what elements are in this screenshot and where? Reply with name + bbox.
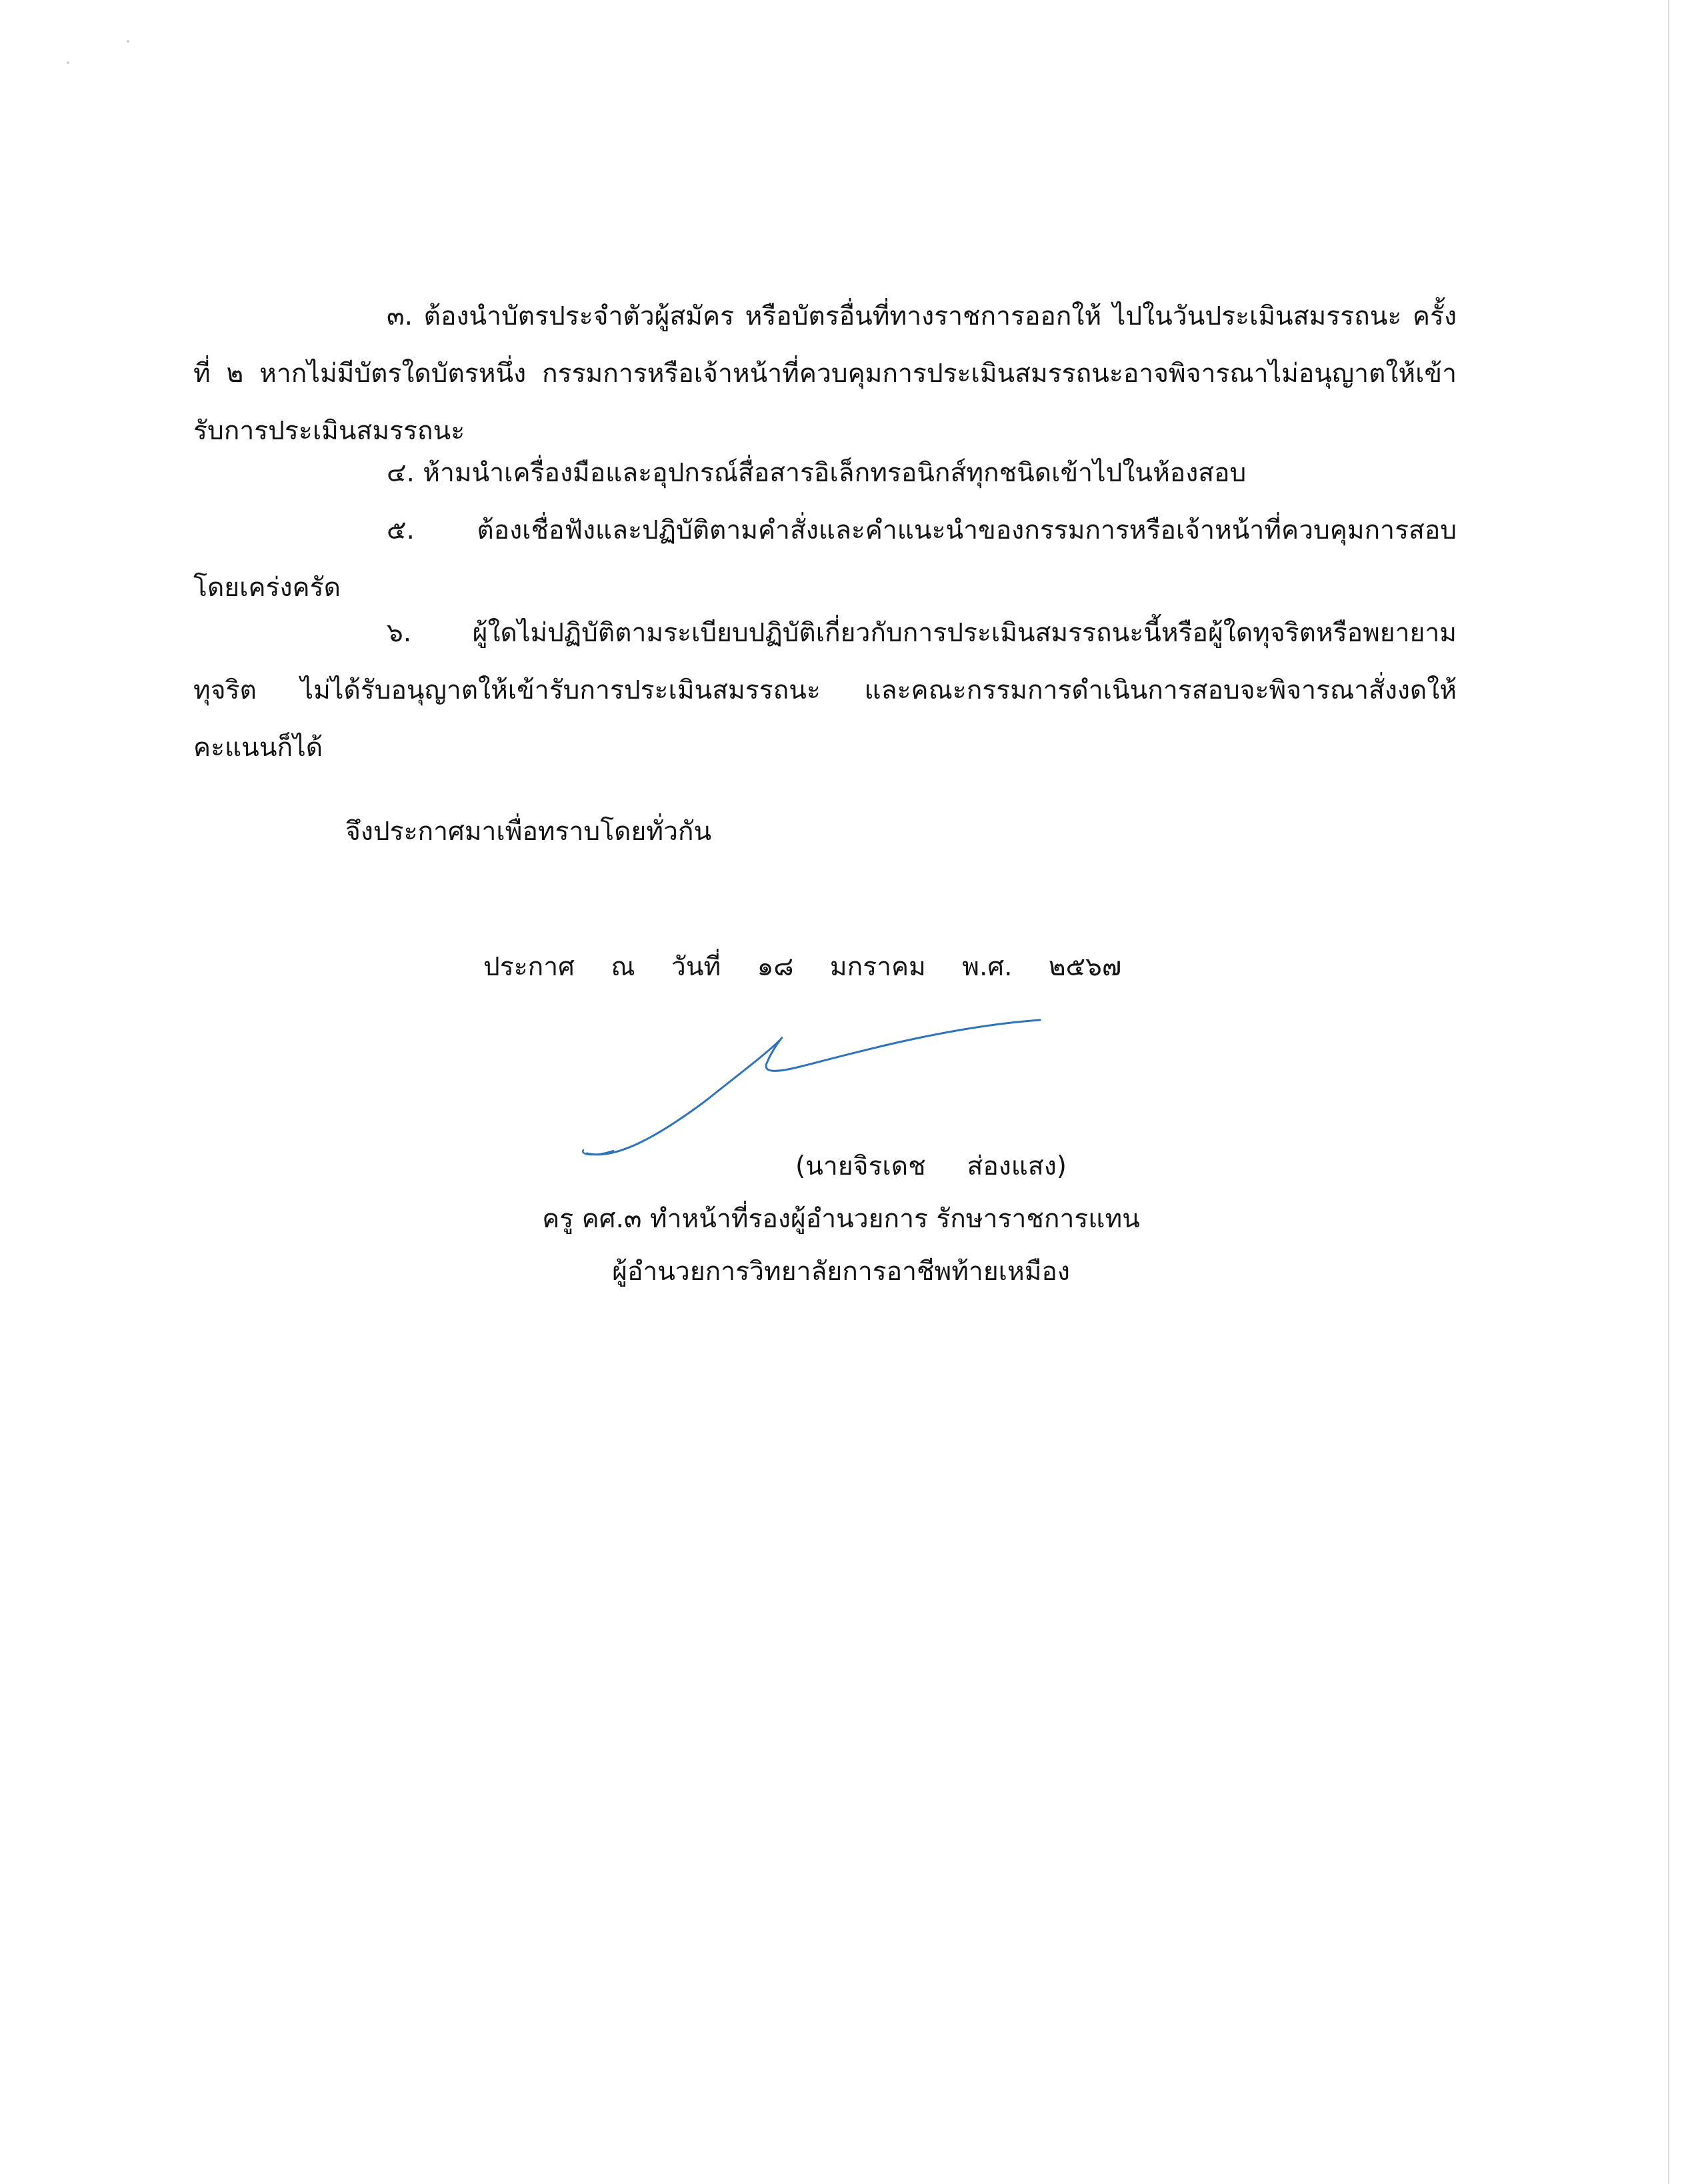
date-day-label: วันที่ — [671, 952, 721, 982]
date-era: พ.ศ. — [962, 952, 1013, 982]
signatory-name-text: (นายจิรเดช ส่องแสง) — [795, 1151, 1067, 1181]
item-5-paragraph: ๕. ต้องเชื่อฟังและปฏิบัติตามคำสั่งและคำแนะนำของกรรมการหรือเจ้าหน้าที่ควบคุมการสอบ โดยเคร่งครัด — [193, 515, 1457, 603]
signatory-position-2 — [0, 1243, 1682, 1301]
signatory-position-line1: ครู คศ.๓ ทำหน้าที่รองผู้อำนวยการ รักษาราชการแทน — [542, 1204, 1140, 1234]
announcement-date — [483, 939, 1149, 996]
date-label: ประกาศ — [483, 952, 575, 982]
scan-speck — [67, 61, 69, 64]
item-4-paragraph: ๔. ห้ามนำเครื่องมือและอุปกรณ์สื่อสารอิเล็กทรอนิกส์ทุกชนิดเข้าไปในห้องสอบ — [387, 458, 1247, 488]
item-3-paragraph: ๓. ต้องนำบัตรประจำตัวผู้สมัคร หรือบัตรอื่นที่ทางราชการออกให้ ไปในวันประเมินสมรรถนะ ครั้งที่ ๒ หากไม่มีบัตรใดบัตรหนึ่ง กรรมการหรือเจ้าหน้าที่ควบคุมการประเมินสมรรถนะอาจพิจารณาไม่อนุญาตให้เข้ารับการประเมินสมรรถนะ — [193, 301, 1457, 446]
date-at: ณ — [611, 952, 635, 982]
signatory-name — [0, 1138, 1682, 1195]
closing-sentence: จึงประกาศมาเพื่อทราบโดยทั่วกัน — [345, 817, 712, 847]
date-month: มกราคม — [829, 952, 926, 982]
signatory-position-1 — [0, 1191, 1682, 1248]
date-year: ๒๕๖๗ — [1048, 952, 1122, 982]
scan-speck — [127, 40, 129, 43]
signatory-position-line2: ผู้อำนวยการวิทยาลัยการอาชีพท้ายเหมือง — [612, 1257, 1070, 1287]
date-day: ๑๘ — [757, 952, 794, 982]
page-edge — [1668, 0, 1669, 2184]
item-6-paragraph: ๖. ผู้ใดไม่ปฏิบัติตามระเบียบปฏิบัติเกี่ยวกับการประเมินสมรรถนะนี้หรือผู้ใดทุจริตหรือพยายามทุจริต ไม่ได้รับอนุญาตให้เข้ารับการประเมินสมรรถนะ และคณะกรรมการดำเนินการสอบจะพิจารณาสั่งงดให้คะแนนก็ได้ — [193, 618, 1457, 763]
